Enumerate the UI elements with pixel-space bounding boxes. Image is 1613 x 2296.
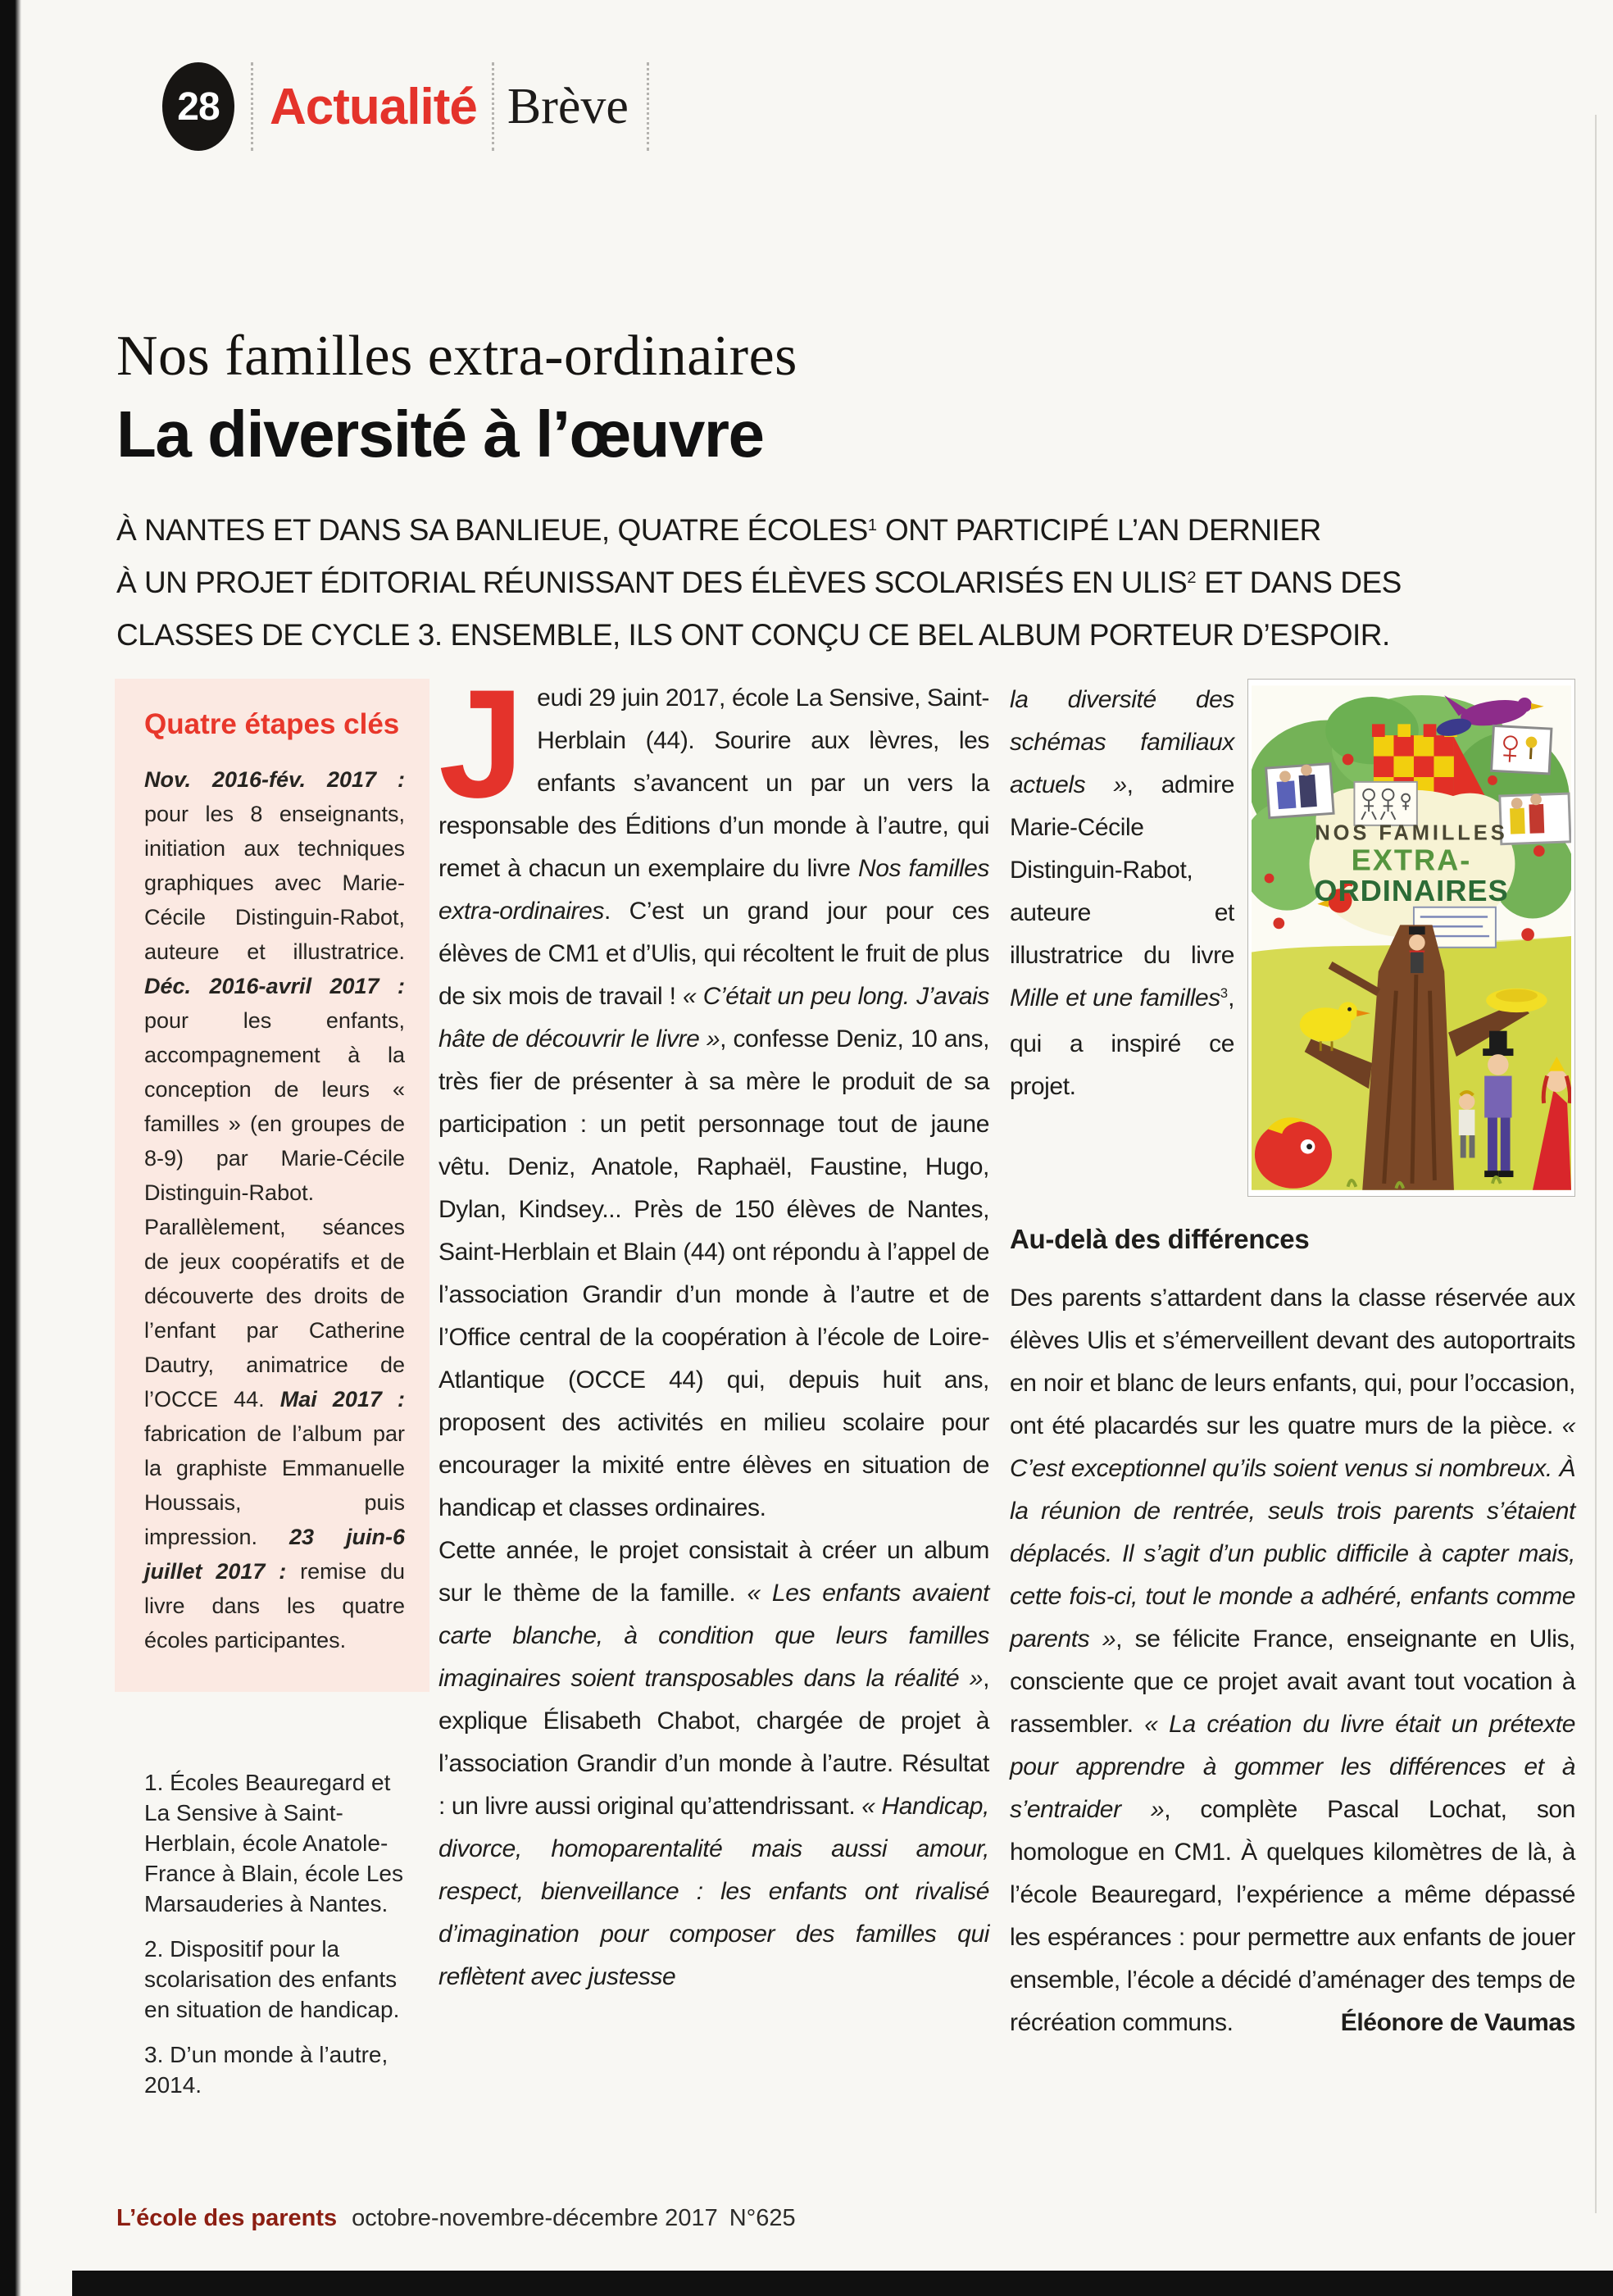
book-cover-illustration: [1252, 683, 1571, 1193]
footnote-item: 3. D’un monde à l’autre, 2014.: [144, 2042, 388, 2098]
key-steps-body: Nov. 2016-fév. 2017 : pour les 8 enseignants, initiation aux techniques graphiques avec Marie-Cécile Distinguin-Rabot, auteure et illustratrice. Déc. 2016-avril 2017 : pour les enfants, accompagnement à la conception de leurs « familles » (en groupes de 8-9) par Marie-Cécile Distinguin-Rabot. Parallèlement, séances de jeux coopératifs et de découverte des droits de l’enfant par Catherine Dautry, animatrice de l’OCCE 44. Mai 2017 : fabrication de l’album par la graphiste Emmanuelle Houssais, puis impression. 23 juin-6 juillet 2017 : remise du livre dans les quatre écoles participantes.: [144, 767, 406, 1653]
photo-frame: [1354, 782, 1416, 825]
footer-brand: L’école des parents: [116, 2205, 338, 2231]
photo-frame: [1500, 793, 1570, 844]
scan-edge-left: [0, 0, 21, 2296]
footer-number: N°625: [729, 2205, 796, 2231]
standfirst-line: À UN PROJET ÉDITORIAL RÉUNISSANT DES ÉLÈVES SCOLARISÉS EN ULIS$^2$ ET DANS DES: [116, 566, 1402, 599]
footer-issue: octobre-novembre-décembre 2017: [352, 2205, 718, 2231]
section-heading: Au-delà des différences: [1010, 1224, 1310, 1254]
key-steps-title: Quatre étapes clés: [144, 708, 400, 740]
rubric-label: Brève: [507, 78, 629, 134]
cover-title-line3: ORDINAIRES: [1314, 873, 1509, 907]
photo-frame: [1266, 763, 1334, 818]
section-label: Actualité: [270, 78, 477, 135]
standfirst: [116, 507, 1526, 659]
title-block: [116, 326, 1559, 472]
paragraph: Des parents s’attardent dans la classe réservée aux élèves Ulis et s’émerveillent devant des autoportraits en noir et blanc de leurs enfants, qui, pour l’occasion, ont été placardés sur les quatre murs de la pièce. « C’est exceptionnel qu’ils soient venus si nombreux. À la réunion de rentrée, seuls trois parents s’étaient déplacés. Il s’agit d’un public difficile à capter mais, cette fois-ci, tout le monde a adhéré, enfants comme parents », se félicite France, enseignante en Ulis, consciente que ce projet avait avant tout vocation à rassembler. « La création du livre était un prétexte pour apprendre à gommer les différences et à s’entraider », complète Pascal Lochat, son homologue en CM1. À quelques kilomètres de là, à l’école Beauregard, l’expérience a même dépassé les espérances : pour permettre aux enfants de jouer ensemble, l’école a décidé d’aménager des temps de récréation communs. Éléonore de Vaumas: [1010, 1284, 1575, 2036]
dropcap: J: [438, 657, 525, 830]
page-header: [162, 61, 649, 152]
header-divider: [492, 62, 494, 151]
header-divider: [251, 62, 253, 151]
book-cover: [1247, 679, 1575, 1197]
photo-frame: [1492, 725, 1552, 773]
paragraph: la diversité des schémas familiaux actuels », admire Marie-Cécile Distinguin-Rabot, auteure et illustratrice du livre Mille et une familles$^3$, qui a inspiré ce projet.: [1010, 686, 1234, 1100]
paragraph-text: eudi 29 juin 2017, école La Sensive, Saint-Herblain (44). Sourire aux lèvres, les enfants s’avancent un par un vers la responsable des Éditions d’un monde à l’autre, qui remet à chacun un exemplaire du livre Nos familles extra-ordinaires. C’est un grand jour pour ces élèves de CM1 et d’Ulis, qui récoltent le fruit de plus de six mois de travail ! « C’était un peu long. J’avais hâte de découvrir le livre », confesse Deniz, 10 ans, très fier de présenter à sa mère le produit de sa participation : un petit personnage tout de jaune vêtu. Deniz, Anatole, Raphaël, Faustine, Hugo, Dylan, Kindsey... Près de 150 élèves de Nantes, Saint-Herblain et Blain (44) ont répondu à l’appel de l’association Grandir d’un monde à l’autre et de l’Office central de la coopération à l’école de Loire-Atlantique (OCCE 44) qui, depuis huit ans, proposent des activités en milieu scolaire pour encourager la mixité entre élèves en situation de handicap et classes ordinaires.: [438, 684, 990, 1521]
standfirst-line: À NANTES ET DANS SA BANLIEUE, QUATRE ÉCOLES$^1$ ONT PARTICIPÉ L’AN DERNIER: [116, 513, 1321, 547]
scan-edge-bottom: [72, 2271, 1613, 2296]
page-edge-shadow: [1595, 115, 1597, 2213]
paragraph: [438, 657, 990, 1530]
footnote-item: 2. Dispositif pour la scolarisation des enfants en situation de handicap.: [144, 1936, 400, 2022]
page-number: 28: [177, 84, 220, 129]
page-number-badge: [162, 62, 234, 151]
cover-title-line2: EXTRA-: [1351, 843, 1472, 877]
article-kicker: Nos familles extra-ordinaires: [116, 325, 797, 388]
article-title: La diversité à l’œuvre: [116, 397, 764, 471]
header-divider: [647, 62, 649, 151]
page-footer: [116, 2205, 796, 2232]
article-column-right: [1010, 679, 1575, 2044]
paragraph: Cette année, le projet consistait à créer un album sur le thème de la famille. « Les enfants avaient carte blanche, à condition que leurs familles imaginaires soient transposables dans la réalité », explique Élisabeth Chabot, chargée de projet à l’association Grandir d’un monde à l’autre. Résultat : un livre aussi original qu’attendrissant. « Handicap, divorce, homoparentalité mais aussi amour, respect, bienveillance : les enfants ont rivalisé d’imagination pour composer des familles qui reflètent avec justesse: [438, 1537, 989, 1990]
key-steps-box: [115, 679, 429, 1692]
cover-title-line1: NOS FAMILLES: [1315, 821, 1508, 845]
article-column-main: [438, 657, 990, 1998]
standfirst-line: CLASSES DE CYCLE 3. ENSEMBLE, ILS ONT CONÇU CE BEL ALBUM PORTEUR D’ESPOIR.: [116, 618, 1390, 652]
footnotes: [144, 1767, 407, 2115]
footnote-item: 1. Écoles Beauregard et La Sensive à Saint-Herblain, école Anatole-France à Blain, école Les Marsauderies à Nantes.: [144, 1770, 403, 1916]
